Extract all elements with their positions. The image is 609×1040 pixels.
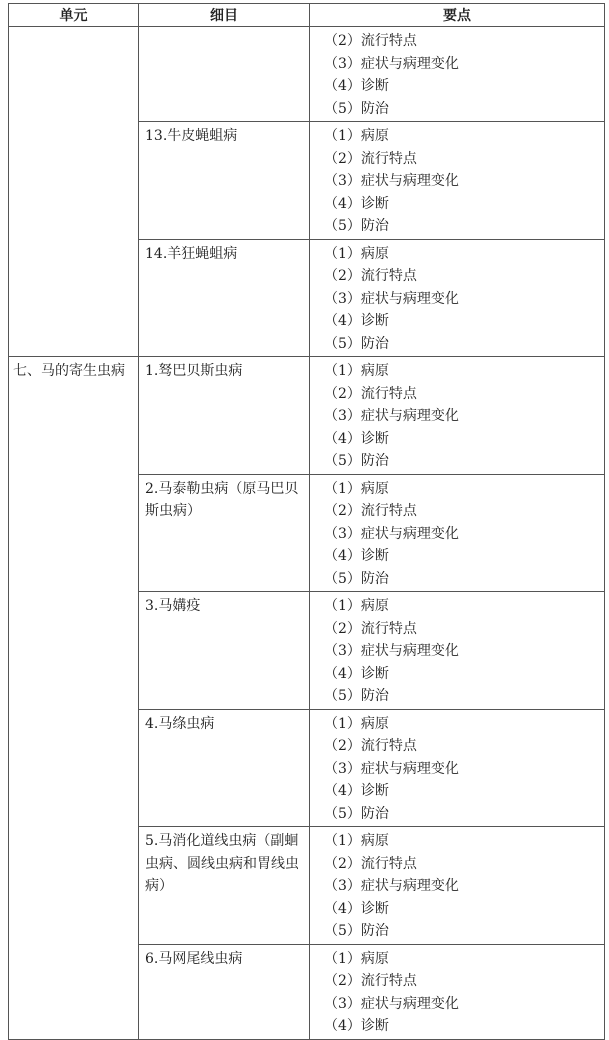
point-item: （4）诊断 (324, 78, 389, 94)
point-item: （1）病原 (324, 950, 389, 967)
detail-cell: 3.马媾疫 (139, 592, 310, 710)
point-item: （3）症状与病理变化 (324, 525, 459, 542)
detail-cell (139, 27, 310, 122)
point-item: （5）防治 (324, 923, 389, 939)
table-body (9, 27, 605, 1040)
unit-cell: 七、马的寄生虫病 (9, 357, 139, 1040)
header-row (9, 4, 605, 27)
points-cell (310, 944, 605, 1039)
point-item: （4）诊断 (324, 548, 389, 564)
table-row (9, 27, 605, 122)
detail-cell: 2.马泰勒虫病（原马巴贝斯虫病） (139, 474, 310, 592)
point-item: （4）诊断 (324, 1018, 389, 1034)
point-item: （5）防治 (324, 570, 389, 587)
point-item: （5）防治 (324, 453, 389, 469)
point-item: （3）症状与病理变化 (324, 878, 459, 894)
point-item: （5）防治 (324, 335, 389, 352)
point-item: （3）症状与病理变化 (324, 408, 459, 424)
point-item: （2）流行特点 (324, 268, 417, 284)
point-item: （5）防治 (324, 688, 389, 704)
header-unit: 单元 (9, 4, 139, 27)
point-item: （3）症状与病理变化 (324, 290, 459, 307)
point-item: （2）流行特点 (324, 738, 417, 754)
point-item: （2）流行特点 (324, 385, 417, 402)
points-cell (310, 27, 605, 122)
point-item: （1）病原 (324, 245, 389, 262)
detail-cell: 5.马消化道线虫病（副蛔虫病、圆线虫病和胃线虫病） (139, 827, 310, 945)
point-item: （2）流行特点 (324, 855, 417, 872)
point-item: （3）症状与病理变化 (324, 173, 459, 189)
detail-cell: 1.驽巴贝斯虫病 (139, 357, 310, 475)
points-cell (310, 474, 605, 592)
point-item: （2）流行特点 (324, 150, 417, 167)
point-item: （4）诊断 (324, 313, 389, 329)
point-item: （3）症状与病理变化 (324, 760, 459, 777)
point-item: （1）病原 (324, 598, 389, 614)
point-item: （3）症状与病理变化 (324, 55, 459, 72)
point-item: （5）防治 (324, 218, 389, 234)
point-item: （5）防治 (324, 805, 389, 822)
points-cell (310, 709, 605, 827)
point-item: （2）流行特点 (324, 33, 417, 49)
point-item: （5）防治 (324, 100, 389, 117)
point-item: （1）病原 (324, 128, 389, 144)
points-cell (310, 827, 605, 945)
point-item: （1）病原 (324, 363, 389, 379)
point-item: （3）症状与病理变化 (324, 995, 459, 1012)
points-cell (310, 357, 605, 475)
point-item: （4）诊断 (324, 195, 389, 212)
point-item: （4）诊断 (324, 783, 389, 799)
point-item: （3）症状与病理变化 (324, 643, 459, 659)
points-cell (310, 122, 605, 240)
syllabus-table (8, 3, 605, 1040)
point-item: （4）诊断 (324, 900, 389, 917)
point-item: （1）病原 (324, 833, 389, 849)
point-item: （2）流行特点 (324, 973, 417, 989)
point-item: （1）病原 (324, 480, 389, 497)
detail-cell: 14.羊狂蝇蛆病 (139, 239, 310, 357)
unit-cell (9, 27, 139, 357)
header-points: 要点 (310, 4, 605, 27)
detail-cell: 13.牛皮蝇蛆病 (139, 122, 310, 240)
points-cell (310, 592, 605, 710)
table-row (9, 357, 605, 475)
point-item: （4）诊断 (324, 430, 389, 447)
points-cell (310, 239, 605, 357)
point-item: （2）流行特点 (324, 620, 417, 637)
point-item: （1）病原 (324, 715, 389, 732)
point-item: （4）诊断 (324, 665, 389, 682)
detail-cell: 4.马绦虫病 (139, 709, 310, 827)
header-detail: 细目 (139, 4, 310, 27)
point-item: （2）流行特点 (324, 503, 417, 519)
detail-cell: 6.马网尾线虫病 (139, 944, 310, 1039)
